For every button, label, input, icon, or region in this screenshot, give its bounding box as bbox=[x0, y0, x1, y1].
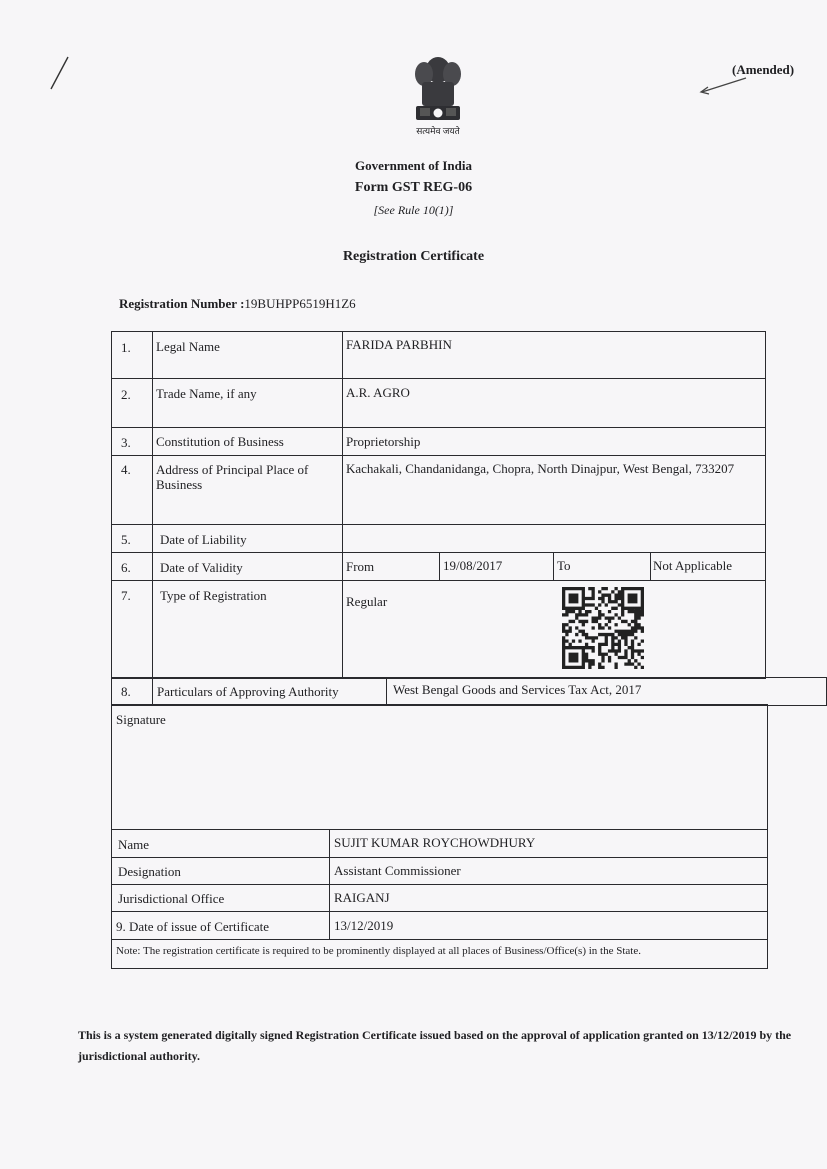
pen-stroke-mark bbox=[48, 55, 70, 91]
certificate-title: Registration Certificate bbox=[342, 249, 485, 264]
issue-date-value: 13/12/2019 bbox=[334, 918, 394, 933]
row-number: 5. bbox=[121, 532, 131, 547]
amended-label: (Amended) bbox=[732, 62, 795, 77]
qr-code-icon bbox=[562, 587, 644, 669]
form-number: Form GST REG-06 bbox=[354, 180, 473, 195]
legal-name-label: Legal Name bbox=[156, 339, 220, 354]
constitution-value: Proprietorship bbox=[346, 434, 421, 449]
constitution-label: Constitution of Business bbox=[156, 434, 284, 449]
rule-reference: [See Rule 10(1)] bbox=[373, 203, 454, 217]
date-of-validity-label: Date of Validity bbox=[160, 560, 243, 575]
validity-from-value: 19/08/2017 bbox=[443, 558, 503, 573]
address-value: Kachakali, Chandanidanga, Chopra, North Dinajpur, West Bengal, 733207 bbox=[346, 461, 735, 476]
designation-label: Designation bbox=[118, 864, 181, 879]
display-note: Note: The registration certificate is required to be prominently displayed at all places of Business/Office(s) in the State. bbox=[116, 945, 641, 957]
designation-value: Assistant Commissioner bbox=[334, 863, 461, 878]
row-number: 7. bbox=[121, 588, 131, 603]
validity-to-value: Not Applicable bbox=[653, 558, 733, 573]
digital-signature-statement: This is a system generated digitally signed Registration Certificate issued based on the approval of application granted on 13/12/2019 by the jurisdictional authority. bbox=[78, 1028, 792, 1063]
jurisdictional-office-label: Jurisdictional Office bbox=[118, 891, 225, 906]
arrow-icon bbox=[698, 74, 748, 96]
row-number: 8. bbox=[121, 684, 131, 699]
details-table bbox=[111, 331, 766, 679]
row-number: 4. bbox=[121, 462, 131, 477]
trade-name-label: Trade Name, if any bbox=[156, 386, 257, 401]
jurisdictional-office-value: RAIGANJ bbox=[334, 890, 390, 905]
issue-date-label: 9. Date of issue of Certificate bbox=[116, 919, 270, 934]
name-label: Name bbox=[118, 837, 150, 852]
registration-number-value: 19BUHPP6519H1Z6 bbox=[244, 296, 356, 311]
validity-from-label: From bbox=[346, 559, 375, 574]
name-value: SUJIT KUMAR ROYCHOWDHURY bbox=[334, 835, 536, 850]
trade-name-value: A.R. AGRO bbox=[346, 385, 410, 400]
row-number: 3. bbox=[121, 435, 131, 450]
registration-number-label: Registration Number : bbox=[119, 296, 245, 311]
government-heading: Government of India bbox=[355, 158, 472, 173]
address-label: Address of Principal Place of Business bbox=[156, 462, 309, 492]
row-number: 2. bbox=[121, 387, 131, 402]
emblem-motto: सत्यमेव जयते bbox=[416, 126, 460, 136]
type-of-registration-value: Regular bbox=[346, 594, 388, 609]
row-number: 6. bbox=[121, 560, 131, 575]
date-of-liability-label: Date of Liability bbox=[160, 532, 247, 547]
approving-authority-value: West Bengal Goods and Services Tax Act, 2017 bbox=[393, 682, 642, 697]
signature-label: Signature bbox=[116, 712, 166, 727]
type-of-registration-label: Type of Registration bbox=[160, 588, 267, 603]
validity-to-label: To bbox=[557, 558, 571, 573]
approving-authority-label: Particulars of Approving Authority bbox=[157, 684, 339, 699]
row-number: 1. bbox=[121, 340, 131, 355]
registration-number bbox=[119, 296, 356, 312]
legal-name-value: FARIDA PARBHIN bbox=[346, 337, 452, 352]
